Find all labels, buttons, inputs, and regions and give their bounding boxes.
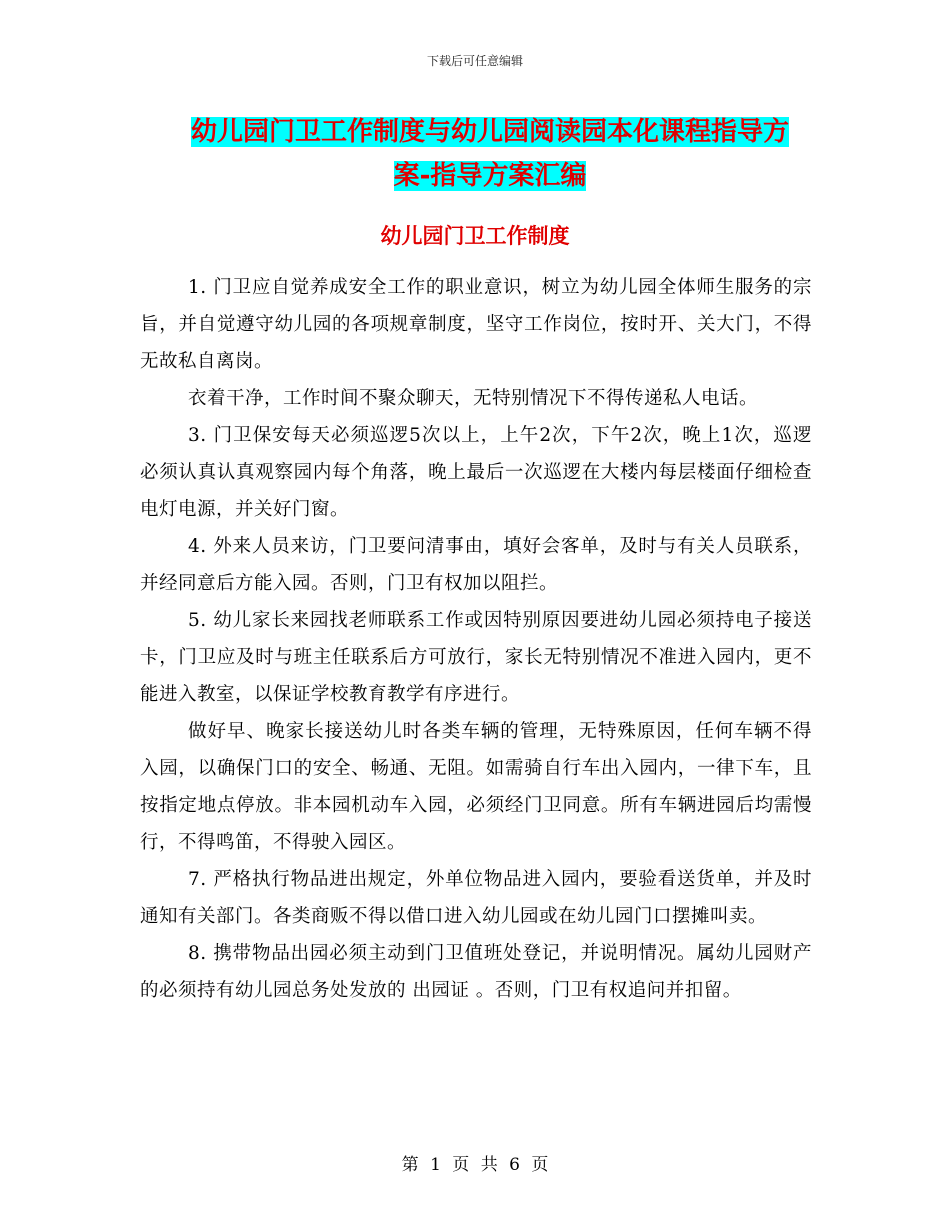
paragraph-5: 5. 幼儿家长来园找老师联系工作或因特别原因要进幼儿园必须持电子接送卡，门卫应及时与班主任联系后方可放行，家长无特别情况不准进入园内，更不能进入教室，以保证学校教育教学有序进行。 [140, 610, 812, 705]
document-body [140, 269, 812, 1009]
paragraph-8: 8. 携带物品出园必须主动到门卫值班处登记，并说明情况。属幼儿园财产的必须持有幼儿园总务处发放的 出园证 。否则，门卫有权追问并扣留。 [140, 943, 812, 1001]
document-title [150, 110, 830, 198]
section-title: 幼儿园门卫工作制度 [380, 224, 570, 248]
page-number: 第 1 页 共 6 页 [401, 1155, 549, 1175]
paragraph-7: 7. 严格执行物品进出规定，外单位物品进入园内，要验看送货单，并及时通知有关部门。各类商贩不得以借口进入幼儿园或在幼儿园门口摆摊叫卖。 [140, 869, 812, 927]
paragraph-4: 4. 外来人员来访，门卫要问清事由，填好会客单，及时与有关人员联系，并经同意后方能入园。否则，门卫有权加以阻拦。 [140, 536, 812, 594]
paragraph-1: 1. 门卫应自觉养成安全工作的职业意识，树立为幼儿园全体师生服务的宗旨，并自觉遵守幼儿园的各项规章制度，坚守工作岗位，按时开、关大门，不得无故私自离岗。 [140, 277, 812, 372]
paragraph-2: 衣着干净，工作时间不聚众聊天，无特别情况下不得传递私人电话。 [188, 388, 759, 409]
paragraph-3: 3. 门卫保安每天必须巡逻5次以上，上午2次，下午2次，晚上1次，巡逻必须认真认真观察园内每个角落，晚上最后一次巡逻在大楼内每层楼面仔细检查电灯电源，并关好门窗。 [140, 425, 812, 520]
paragraph-6: 做好早、晚家长接送幼儿时各类车辆的管理，无特殊原因，任何车辆不得入园，以确保门口的安全、畅通、无阻。如需骑自行车出入园内，一律下车，且按指定地点停放。非本园机动车入园，必须经门卫同意。所有车辆进园后均需慢行，不得鸣笛，不得驶入园区。 [140, 721, 812, 853]
page-header-note: 下载后可任意编辑 [426, 54, 523, 68]
document-title-line-1: 幼儿园门卫工作制度与幼儿园阅读园本化课程指导方 [190, 117, 789, 147]
document-title-line-2: 案-指导方案汇编 [393, 161, 587, 191]
